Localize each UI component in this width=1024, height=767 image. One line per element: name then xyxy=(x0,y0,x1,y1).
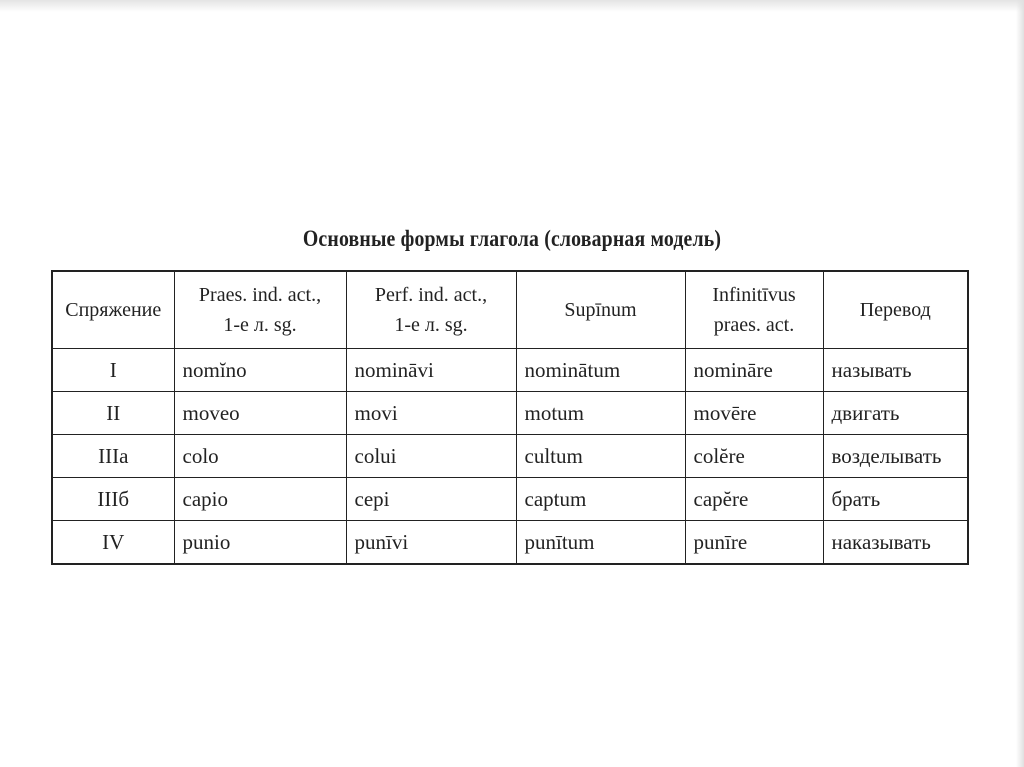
header-infinitivus-line2: praes. act. xyxy=(713,314,795,336)
perfectum-cell: cepi xyxy=(346,478,516,521)
supinum-cell: cultum xyxy=(516,435,685,478)
translation-cell: наказывать xyxy=(823,521,968,565)
translation-cell: называть xyxy=(823,349,968,392)
table-row xyxy=(52,478,968,521)
table-row xyxy=(52,521,968,565)
header-perfectum-line2: 1-е л. sg. xyxy=(394,314,468,336)
praesens-cell: capio xyxy=(174,478,346,521)
praesens-cell: nomĭno xyxy=(174,349,346,392)
header-perfectum-line1: Perf. ind. act., xyxy=(374,284,488,306)
supinum-cell: captum xyxy=(516,478,685,521)
table-row xyxy=(52,435,968,478)
translation-cell: двигать xyxy=(823,392,968,435)
supinum-cell: punītum xyxy=(516,521,685,565)
table-row xyxy=(52,349,968,392)
translation-cell: возделывать xyxy=(823,435,968,478)
infinitivus-cell: colĕre xyxy=(685,435,823,478)
conjugation-cell: IV xyxy=(52,521,174,565)
infinitivus-cell: punīre xyxy=(685,521,823,565)
perfectum-cell: colui xyxy=(346,435,516,478)
perfectum-cell: nomināvi xyxy=(346,349,516,392)
header-praesens-line2: 1-е л. sg. xyxy=(223,314,297,336)
supinum-cell: nominātum xyxy=(516,349,685,392)
header-perfectum xyxy=(346,271,516,349)
header-infinitivus xyxy=(685,271,823,349)
table-title: Основные формы глагола (словарная модель) xyxy=(302,226,722,251)
header-conjugation: Спряжение xyxy=(52,271,174,349)
conjugation-cell: IIIб xyxy=(52,478,174,521)
header-translation: Перевод xyxy=(823,271,968,349)
perfectum-cell: movi xyxy=(346,392,516,435)
table-row xyxy=(52,392,968,435)
perfectum-cell: punīvi xyxy=(346,521,516,565)
header-praesens-line1: Praes. ind. act., xyxy=(198,284,322,306)
praesens-cell: punio xyxy=(174,521,346,565)
top-edge-shadow xyxy=(0,0,1024,12)
infinitivus-cell: nomināre xyxy=(685,349,823,392)
conjugation-cell: II xyxy=(52,392,174,435)
header-infinitivus-line1: Infinitīvus xyxy=(712,284,796,306)
conjugation-cell: IIIa xyxy=(52,435,174,478)
verb-forms-table xyxy=(51,270,969,565)
infinitivus-cell: movēre xyxy=(685,392,823,435)
praesens-cell: colo xyxy=(174,435,346,478)
conjugation-cell: I xyxy=(52,349,174,392)
header-supinum: Supīnum xyxy=(516,271,685,349)
right-edge-shadow xyxy=(1016,0,1024,767)
supinum-cell: motum xyxy=(516,392,685,435)
infinitivus-cell: capĕre xyxy=(685,478,823,521)
translation-cell: брать xyxy=(823,478,968,521)
header-praesens xyxy=(174,271,346,349)
praesens-cell: moveo xyxy=(174,392,346,435)
header-row xyxy=(52,271,968,349)
